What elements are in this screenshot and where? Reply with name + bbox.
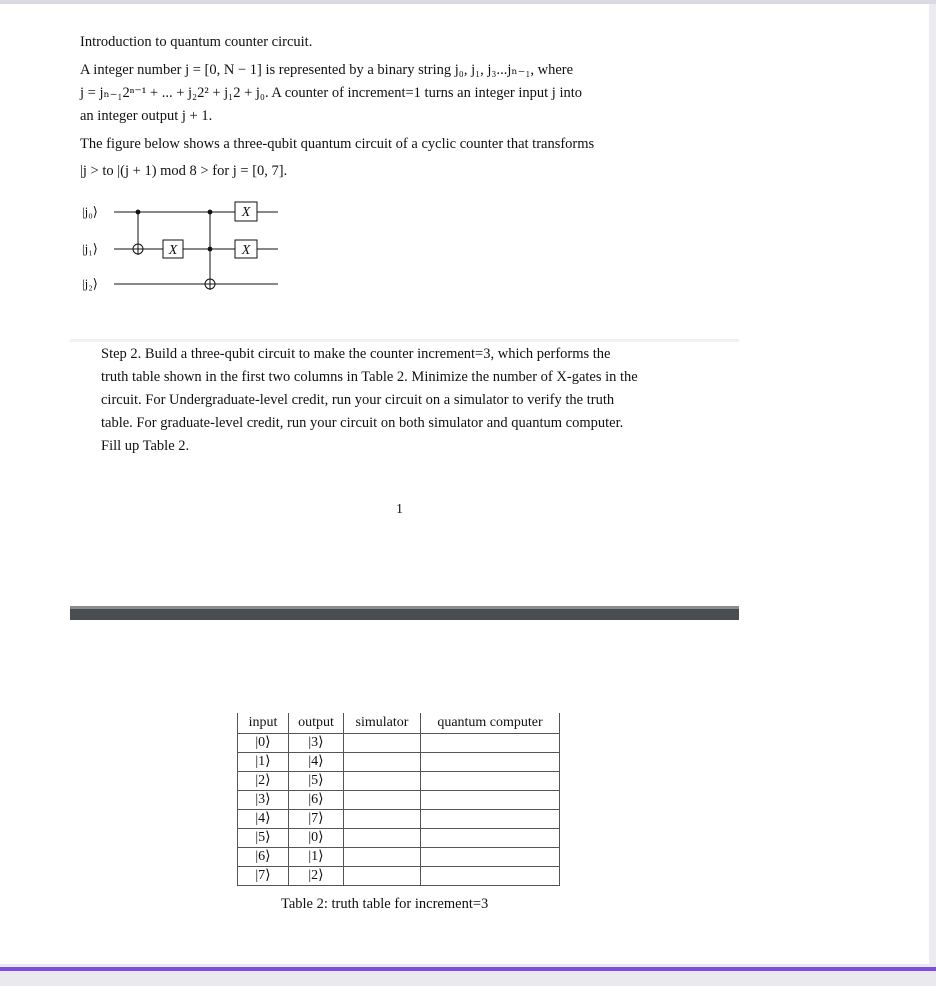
cell-simulator	[344, 848, 421, 867]
cell-output: |2⟩	[289, 867, 344, 886]
cell-input: |6⟩	[238, 848, 289, 867]
intro-line-5: |j > to |(j + 1) mod 8 > for j = [0, 7].	[80, 163, 288, 179]
table-row	[238, 734, 560, 753]
cell-output: |0⟩	[289, 829, 344, 848]
intro-line-2: j = jₙ₋₁2ⁿ⁻¹ + ... + j₂2² + j₁2 + j₀. A counter of increment=1 turns an integer input j into	[80, 85, 583, 101]
step2-line-4: table. For graduate-level credit, run your circuit on both simulator and quantum computer.	[101, 415, 624, 431]
table-row	[238, 753, 560, 772]
truth-table	[237, 713, 560, 886]
table-row	[238, 848, 560, 867]
qubit-label-j1: |j₁⟩	[82, 241, 98, 256]
cell-output: |1⟩	[289, 848, 344, 867]
cell-quantum-computer	[421, 867, 560, 886]
table-row	[238, 791, 560, 810]
intro-line-4: The figure below shows a three-qubit quantum circuit of a cyclic counter that transforms	[80, 136, 595, 152]
page-break-bar	[70, 606, 739, 620]
header-input: input	[238, 713, 289, 734]
cell-input: |2⟩	[238, 772, 289, 791]
cell-output: |4⟩	[289, 753, 344, 772]
counter-circuit-diagram	[78, 197, 288, 297]
cnot-1-control	[136, 210, 141, 215]
header-simulator: simulator	[344, 713, 421, 734]
table-row	[238, 867, 560, 886]
table-header-row	[238, 713, 560, 734]
cell-simulator	[344, 810, 421, 829]
cell-simulator	[344, 753, 421, 772]
header-quantum-computer: quantum computer	[421, 713, 560, 734]
bottom-window-area	[0, 971, 936, 986]
cell-quantum-computer	[421, 772, 560, 791]
cell-quantum-computer	[421, 848, 560, 867]
header-output: output	[289, 713, 344, 734]
x-gate-label: X	[241, 243, 251, 258]
cell-input: |5⟩	[238, 829, 289, 848]
cell-output: |5⟩	[289, 772, 344, 791]
cell-simulator	[344, 791, 421, 810]
intro-line-3: an integer output j + 1.	[80, 108, 213, 124]
cell-output: |7⟩	[289, 810, 344, 829]
cell-quantum-computer	[421, 753, 560, 772]
table-row	[238, 829, 560, 848]
toffoli-control-2	[208, 247, 213, 252]
step2-line-3: circuit. For Undergraduate-level credit, run your circuit on a simulator to verify the truth	[101, 392, 615, 408]
cell-quantum-computer	[421, 791, 560, 810]
cell-input: |4⟩	[238, 810, 289, 829]
cell-input: |3⟩	[238, 791, 289, 810]
cell-quantum-computer	[421, 810, 560, 829]
step2-line-5: Fill up Table 2.	[101, 438, 190, 454]
cell-simulator	[344, 867, 421, 886]
cell-input: |0⟩	[238, 734, 289, 753]
table-row	[238, 772, 560, 791]
qubit-label-j2: |j₂⟩	[82, 276, 98, 291]
x-gate-label: X	[241, 205, 251, 220]
toffoli-control-1	[208, 210, 213, 215]
cell-simulator	[344, 829, 421, 848]
table-row	[238, 810, 560, 829]
cell-simulator	[344, 734, 421, 753]
cell-input: |7⟩	[238, 867, 289, 886]
page-number: 1	[396, 502, 403, 517]
step2-line-1: Step 2. Build a three-qubit circuit to make the counter increment=3, which performs the	[101, 346, 611, 362]
cell-output: |6⟩	[289, 791, 344, 810]
step2-line-2: truth table shown in the first two columns in Table 2. Minimize the number of X-gates in the	[101, 369, 638, 385]
cell-output: |3⟩	[289, 734, 344, 753]
page-right-gutter	[929, 4, 936, 964]
cell-simulator	[344, 772, 421, 791]
qubit-label-j0: |j₀⟩	[82, 204, 98, 219]
cell-quantum-computer	[421, 734, 560, 753]
page-separator-light	[70, 339, 739, 342]
cell-quantum-computer	[421, 829, 560, 848]
table-caption: Table 2: truth table for increment=3	[281, 896, 489, 912]
intro-title: Introduction to quantum counter circuit.	[80, 34, 313, 50]
x-gate-label: X	[168, 243, 178, 258]
cell-input: |1⟩	[238, 753, 289, 772]
intro-line-1: A integer number j = [0, N − 1] is represented by a binary string j₀, j₁, j₃...jₙ₋₁, where	[80, 62, 574, 78]
